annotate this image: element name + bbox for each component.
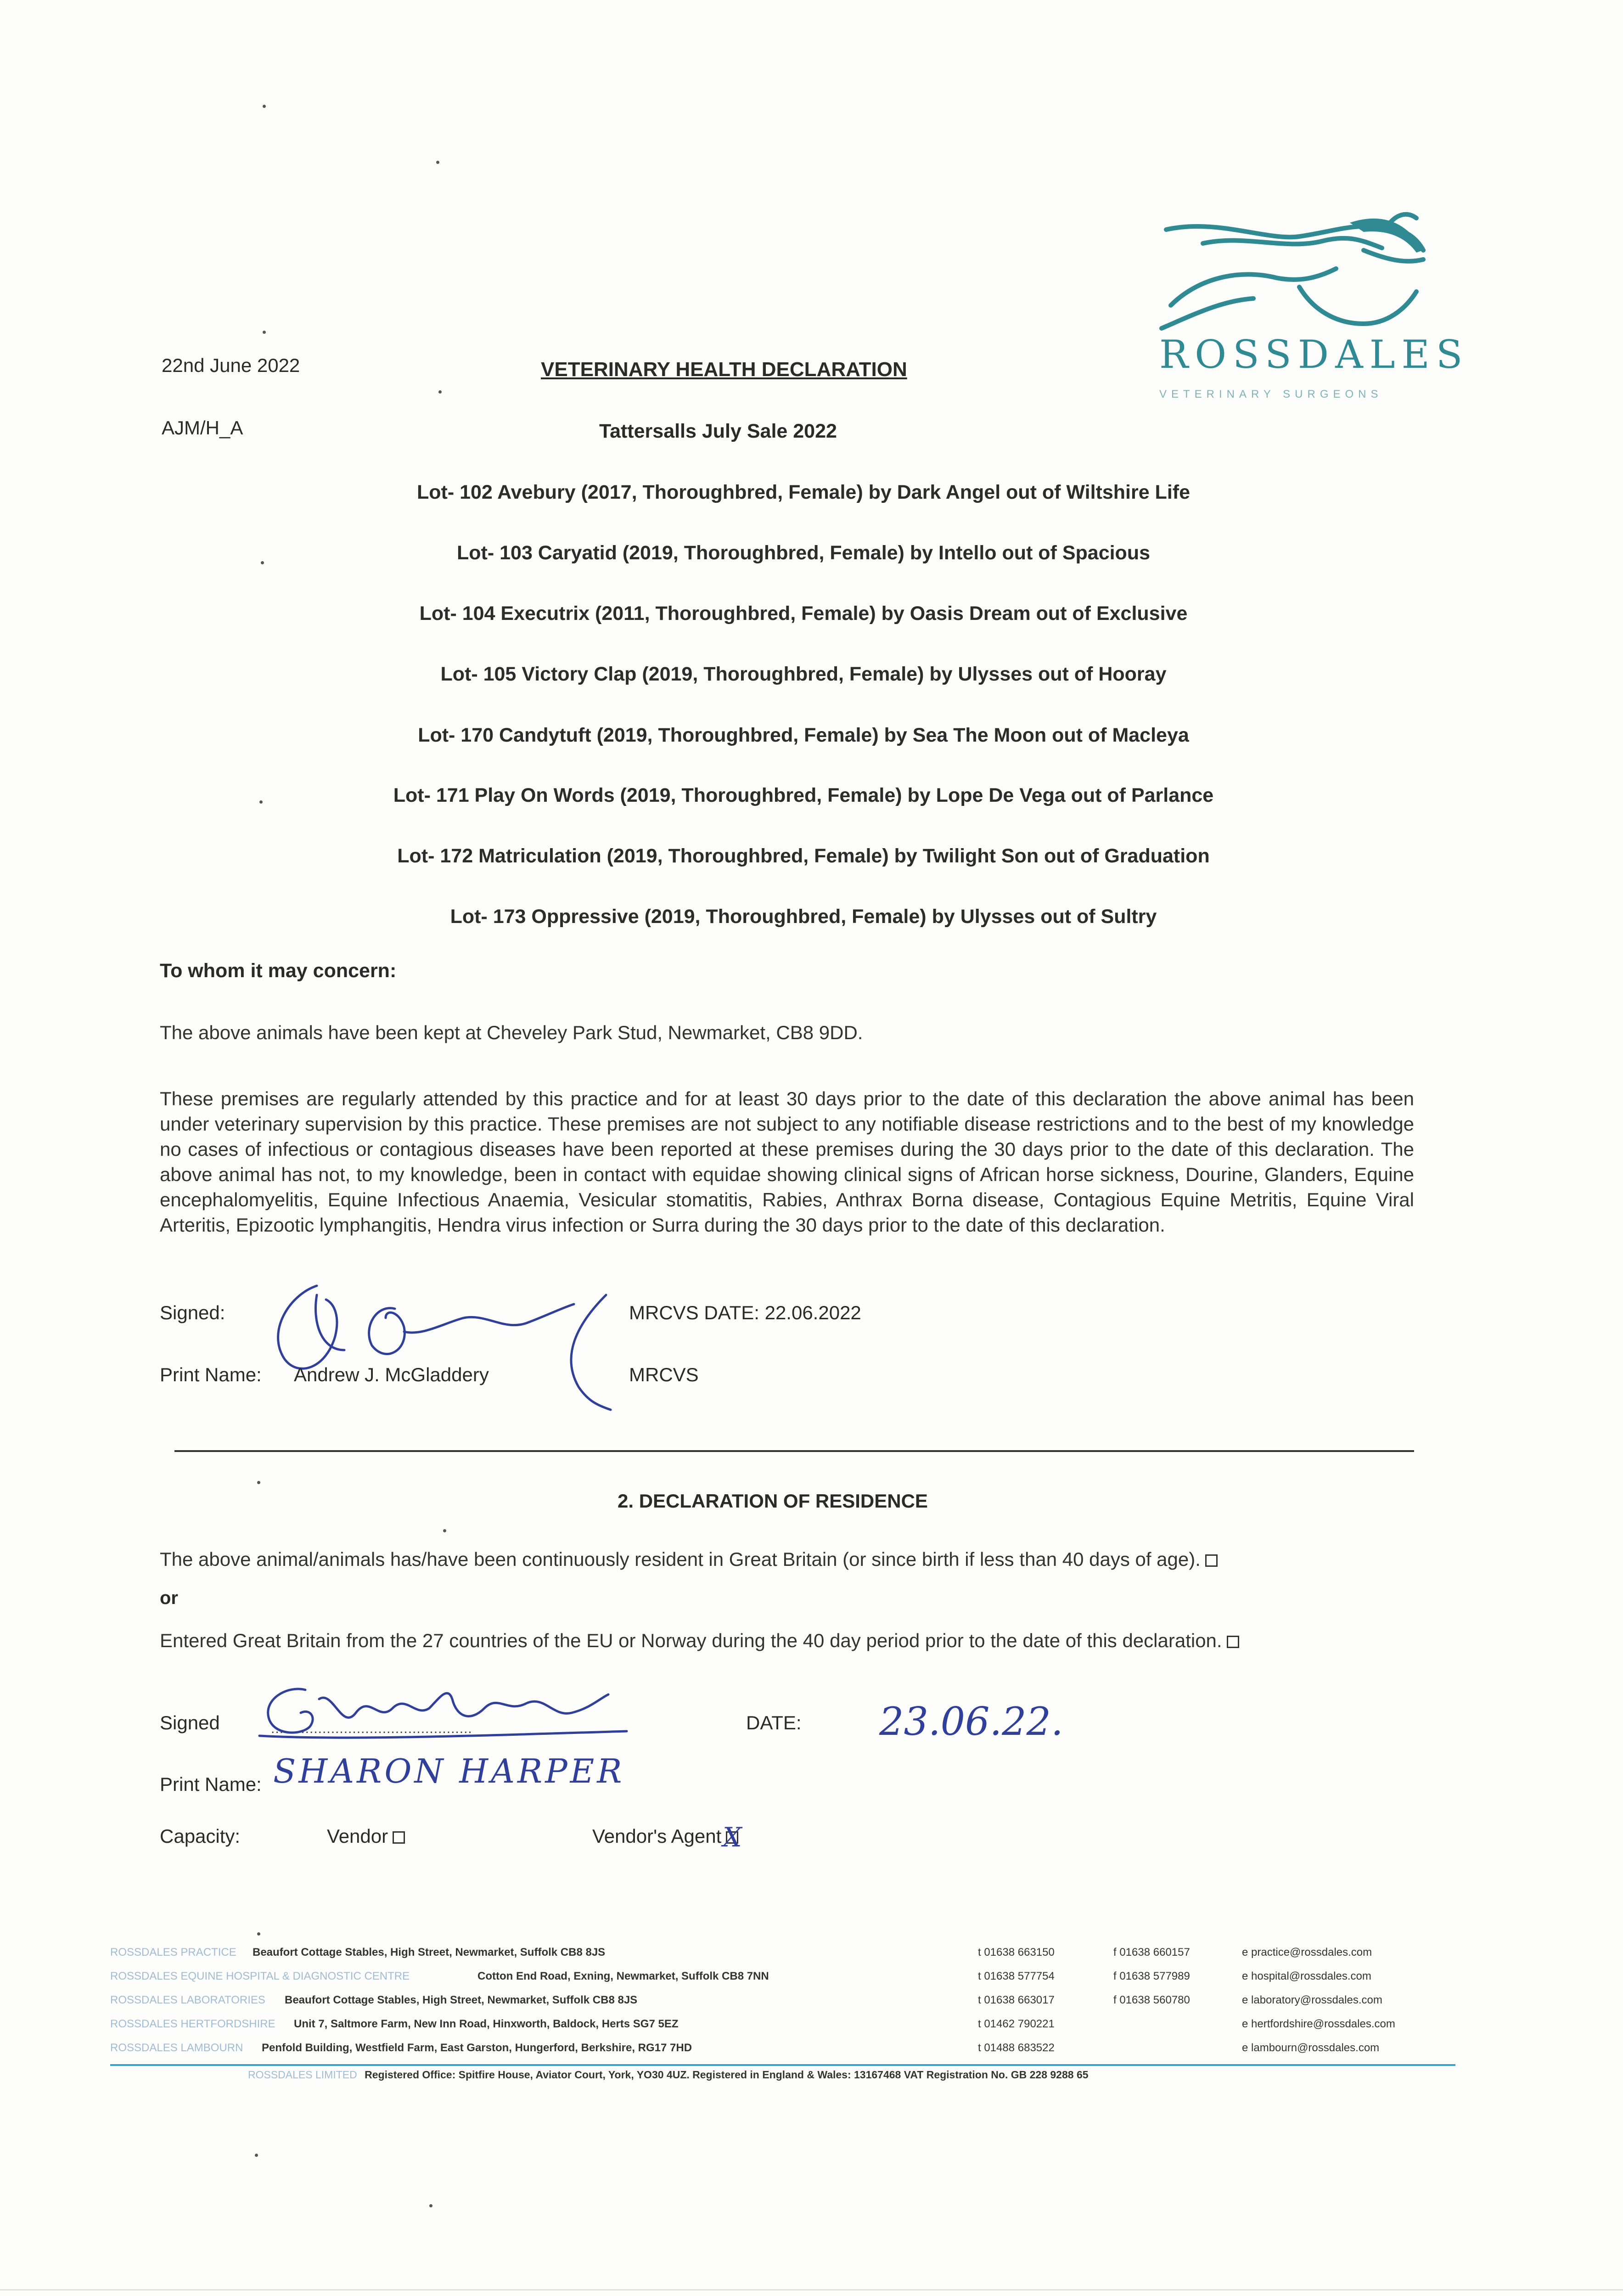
signature-dotted-line: ............................................... [271,1721,472,1736]
kept-at-statement: The above animals have been kept at Cheveley Park Stud, Newmarket, CB8 9DD. [160,1022,863,1043]
residence-option-1-text: The above animal/animals has/have been continuously resident in Great Britain (or since birth if less than 40 days of age). [160,1548,1201,1570]
vet-signature [248,1267,652,1414]
scan-speck [429,2204,432,2207]
lot-line: Lot- 172 Matriculation (2019, Thoroughbred, Female) by Twilight Son out of Graduation [397,845,1210,867]
residence-option-2-checkbox[interactable] [1227,1636,1239,1648]
residence-heading: 2. DECLARATION OF RESIDENCE [618,1490,928,1512]
rossdales-logo [1148,209,1469,411]
capacity-vendors-agent [592,1822,742,1853]
residence-option-1-checkbox[interactable] [1205,1554,1218,1567]
document-title: VETERINARY HEALTH DECLARATION [541,358,907,381]
lot-line: Lot- 102 Avebury (2017, Thoroughbred, Female) by Dark Angel out of Wiltshire Life [416,481,1191,503]
scan-speck [438,390,442,394]
vet-print-name-label: Print Name: [160,1364,262,1385]
footer-tel: t 01638 577754 [978,1970,1055,1982]
scan-speck [436,161,439,164]
lot-line: Lot- 105 Victory Clap (2019, Thoroughbred, Female) by Ulysses out of Hooray [440,663,1167,685]
scan-speck [443,1529,446,1532]
salutation: To whom it may concern: [160,960,397,982]
footer-prefix: ROSSDALES HERTFORDSHIRE [110,2018,275,2030]
residence-option-2-text: Entered Great Britain from the 27 countries of the EU or Norway during the 40 day period prior to the date of this declaration. [160,1630,1222,1651]
footer-fax: f 01638 660157 [1113,1946,1190,1958]
footer-email: e hospital@rossdales.com [1242,1970,1371,1982]
footer-address: Beaufort Cottage Stables, High Street, Newmarket, Suffolk CB8 8JS [285,1994,638,2006]
vendor-signature [250,1671,746,1745]
logo-wordmark: ROSSDALES [1159,332,1469,377]
footer-tel: t 01488 683522 [978,2042,1055,2054]
vet-signed-label: Signed: [160,1302,225,1323]
footer-address: Penfold Building, Westfield Farm, East Garston, Hungerford, Berkshire, RG17 7HD [262,2042,692,2054]
page-edge [0,2289,1623,2290]
footer-address: Unit 7, Saltmore Farm, New Inn Road, Hinxworth, Baldock, Herts SG7 5EZ [294,2018,679,2030]
vendor-print-name-label: Print Name: [160,1773,262,1795]
footer-tel: t 01462 790221 [978,2018,1055,2030]
document-date: 22nd June 2022 [162,355,300,376]
lot-line: Lot- 170 Candytuft (2019, Thoroughbred, Female) by Sea The Moon out of Macleya [418,724,1189,746]
scan-speck [263,331,266,334]
capacity-vendors-agent-checkbox[interactable] [723,1822,742,1853]
vet-print-name: Andrew J. McGladdery [294,1364,489,1385]
footer-email: e lambourn@rossdales.com [1242,2042,1380,2054]
lot-line: Lot- 171 Play On Words (2019, Thoroughbred, Female) by Lope De Vega out of Parlance [393,784,1214,806]
vet-mrcvs: MRCVS [629,1364,699,1385]
footer-email: e laboratory@rossdales.com [1242,1994,1382,2006]
footer-limited-prefix: ROSSDALES LIMITED [248,2069,357,2081]
footer-registered-text: Registered Office: Spitfire House, Aviator Court, York, YO30 4UZ. Registered in England & Wales: 13167468 VAT Registration No. GB 228 9288 65 [365,2069,1089,2081]
footer-email: e hertfordshire@rossdales.com [1242,2018,1395,2030]
document-subtitle: Tattersalls July Sale 2022 [599,420,837,442]
footer-row [110,2018,1488,2041]
vet-mrcvs-date: MRCVS DATE: 22.06.2022 [629,1302,861,1323]
document-reference: AJM/H_A [162,417,243,439]
lot-line: Lot- 104 Executrix (2011, Thoroughbred, Female) by Oasis Dream out of Exclusive [419,602,1188,625]
footer-email: e practice@rossdales.com [1242,1946,1372,1958]
vendor-date-value: 23.06.22. [879,1699,1063,1744]
scan-speck [255,2154,258,2157]
logo-tagline: VETERINARY SURGEONS [1159,388,1383,400]
residence-option-1 [160,1548,1218,1570]
capacity-vendors-agent-label: Vendor's Agent [592,1825,722,1847]
scan-speck [257,1932,260,1936]
or-label: or [160,1588,178,1608]
footer-prefix: ROSSDALES PRACTICE [110,1946,236,1958]
vendor-print-name-value: SHARON HARPER [273,1752,625,1790]
capacity-label: Capacity: [160,1825,241,1847]
declaration-paragraph: These premises are regularly attended by this practice and for at least 30 days prior to the date of this declaration the above animal has been under veterinary supervision by this practice. These premises are not subject to any notifiable disease restrictions and to the best of my knowledge no cases of infectious or contagious diseases have been reported at these premises during the 30 days prior to the date of this declaration. The above animal has not, to my knowledge, been in contact with equidae showing clinical signs of African horse sickness, Dourine, Glanders, Equine encephalomyelitis, Equine Infectious Anaemia, Vesicular stomatitis, Rabies, Anthrax Borna disease, Contagious Equine Metritis, Equine Viral Arteritis, Epizootic lymphangitis, Hendra virus infection or Surra during the 30 days prior to the date of this declaration. [160,1088,1414,1236]
footer-row [110,1946,1488,1969]
lot-line: Lot- 173 Oppressive (2019, Thoroughbred, Female) by Ulysses out of Sultry [450,906,1157,928]
footer-tel: t 01638 663150 [978,1946,1055,1958]
footer-row [110,1970,1488,1993]
lot-line: Lot- 103 Caryatid (2019, Thoroughbred, Female) by Intello out of Spacious [457,542,1150,564]
footer-registered [248,2069,1089,2081]
footer-fax: f 01638 577989 [1113,1970,1190,1982]
footer-tel: t 01638 663017 [978,1994,1055,2006]
footer-prefix: ROSSDALES LAMBOURN [110,2042,243,2054]
footer-address: Cotton End Road, Exning, Newmarket, Suffolk CB8 7NN [477,1970,769,1982]
capacity-vendors-agent-mark: X [723,1822,742,1853]
section-divider [174,1450,1414,1452]
residence-option-2 [160,1628,1344,1653]
footer-address: Beaufort Cottage Stables, High Street, Newmarket, Suffolk CB8 8JS [253,1946,606,1958]
scan-speck [257,1481,260,1484]
capacity-vendor-checkbox[interactable] [393,1831,405,1844]
vendor-date-label: DATE: [746,1712,802,1733]
capacity-vendor [327,1825,405,1847]
footer-fax: f 01638 560780 [1113,1994,1190,2006]
footer-prefix: ROSSDALES LABORATORIES [110,1994,265,2006]
footer-row [110,2042,1488,2065]
scan-speck [263,105,266,108]
capacity-vendor-label: Vendor [327,1825,388,1847]
footer-divider [110,2064,1455,2066]
vendor-signed-label: Signed [160,1712,220,1733]
footer-prefix: ROSSDALES EQUINE HOSPITAL & DIAGNOSTIC CENTRE [110,1970,410,1982]
footer-row [110,1994,1488,2017]
